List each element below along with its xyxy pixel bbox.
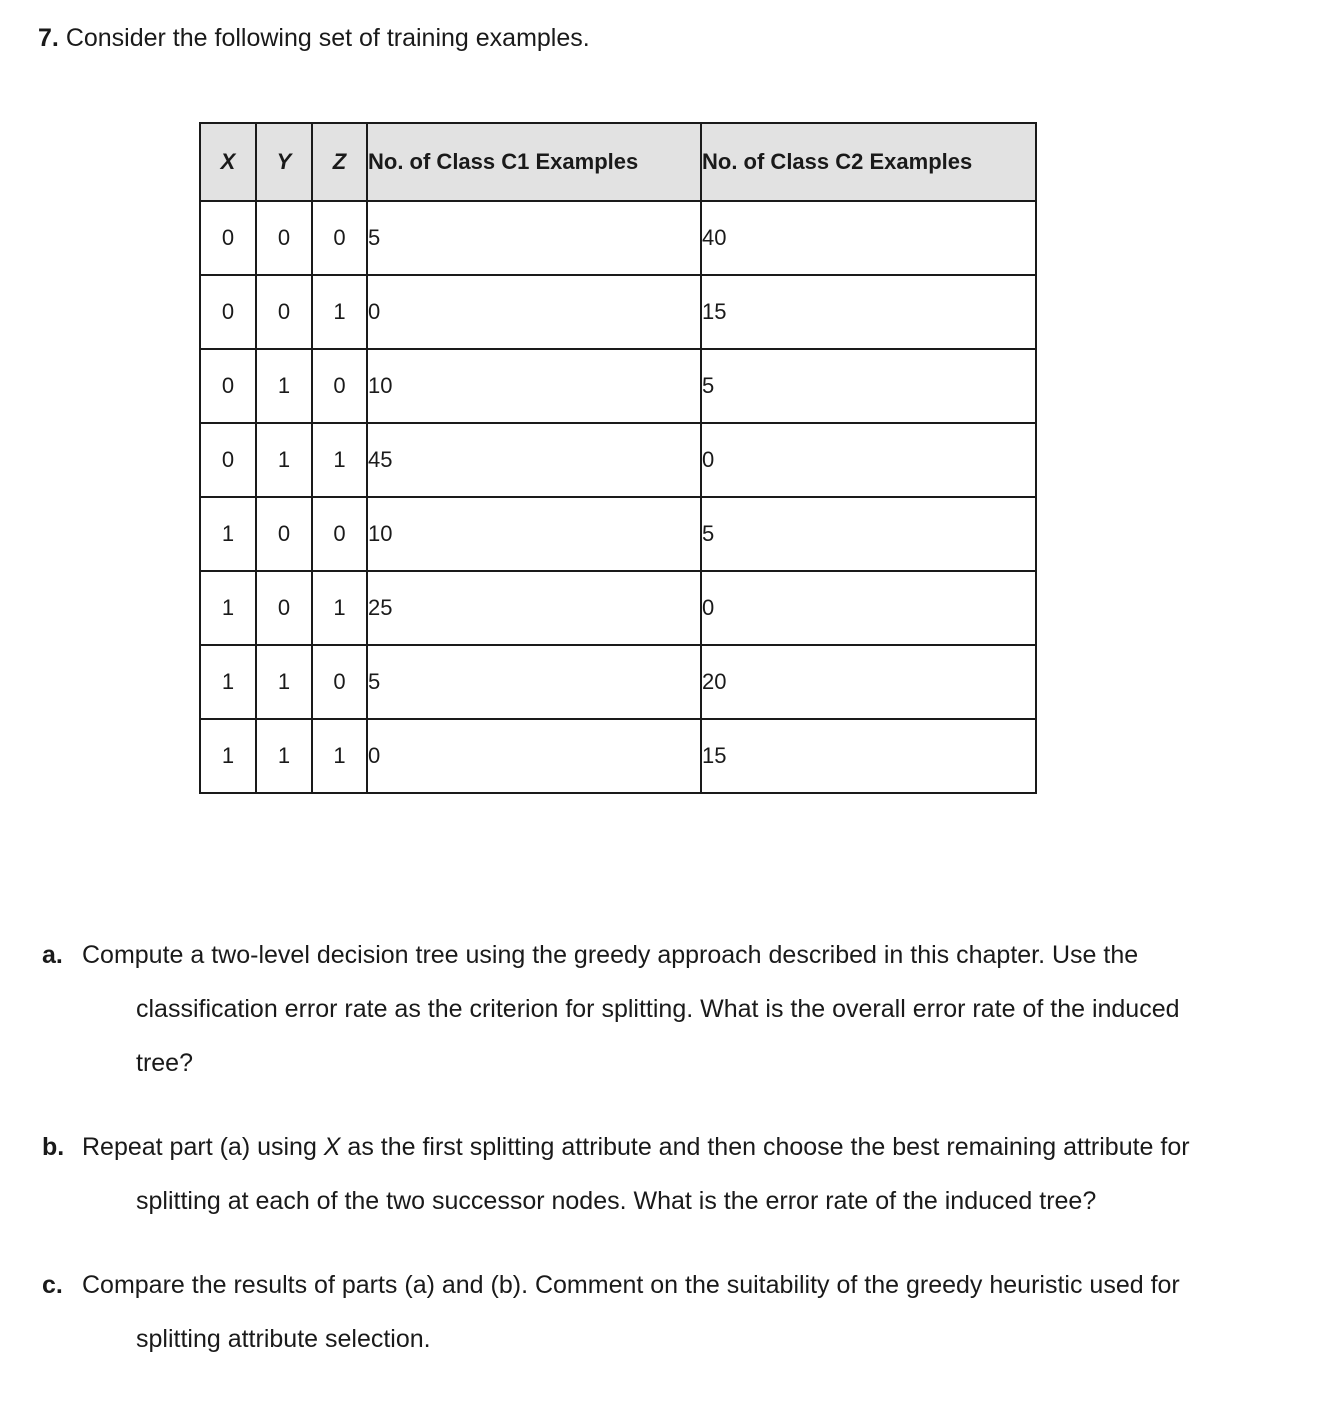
- part-c-label: c.: [42, 1271, 63, 1299]
- table-row: [200, 275, 1036, 349]
- cell-z: 1: [312, 719, 367, 793]
- table-row: [200, 645, 1036, 719]
- cell-x: 1: [200, 497, 256, 571]
- cell-c2: 0: [701, 423, 1036, 497]
- table-row: [200, 719, 1036, 793]
- cell-x: 1: [200, 719, 256, 793]
- table-row: [200, 349, 1036, 423]
- part-b-line2: splitting at each of the two successor nodes. What is the error rate of the induced tree?: [136, 1187, 1097, 1215]
- cell-x: 1: [200, 645, 256, 719]
- cell-y: 1: [256, 349, 312, 423]
- cell-c2: 40: [701, 201, 1036, 275]
- part-c: [42, 1258, 1312, 1366]
- cell-y: 0: [256, 275, 312, 349]
- cell-c1: 0: [367, 275, 701, 349]
- cell-y: 1: [256, 423, 312, 497]
- part-a: [42, 928, 1312, 1090]
- header-z: Z: [312, 123, 367, 201]
- part-a-line2: classification error rate as the criterion for splitting. What is the overall error rate of the induced: [136, 995, 1180, 1023]
- cell-y: 1: [256, 719, 312, 793]
- part-b-label: b.: [42, 1133, 65, 1161]
- training-examples-table: [199, 122, 1037, 794]
- part-b-line1-pre: Repeat part (a) using: [82, 1133, 324, 1161]
- cell-y: 0: [256, 201, 312, 275]
- header-c2-examples: No. of Class C2 Examples: [701, 123, 1036, 201]
- table-row: [200, 201, 1036, 275]
- part-b-line1-post: as the first splitting attribute and then choose the best remaining attribute for: [340, 1133, 1190, 1161]
- table-row: [200, 497, 1036, 571]
- cell-c1: 45: [367, 423, 701, 497]
- cell-y: 1: [256, 645, 312, 719]
- table-row: [200, 571, 1036, 645]
- cell-x: 0: [200, 275, 256, 349]
- question-title: [38, 22, 590, 54]
- question-text: Consider the following set of training examples.: [65, 24, 590, 52]
- cell-x: 0: [200, 349, 256, 423]
- cell-c1: 0: [367, 719, 701, 793]
- cell-z: 0: [312, 497, 367, 571]
- cell-c1: 5: [367, 645, 701, 719]
- header-y: Y: [256, 123, 312, 201]
- part-a-line3: tree?: [136, 1049, 193, 1077]
- cell-z: 1: [312, 275, 367, 349]
- cell-c2: 15: [701, 719, 1036, 793]
- cell-z: 1: [312, 423, 367, 497]
- part-a-line1: Compute a two-level decision tree using the greedy approach described in this chapter. Use the: [82, 941, 1139, 969]
- table-row: [200, 423, 1036, 497]
- cell-c1: 10: [367, 349, 701, 423]
- cell-y: 0: [256, 497, 312, 571]
- cell-z: 0: [312, 645, 367, 719]
- cell-z: 1: [312, 571, 367, 645]
- cell-c2: 15: [701, 275, 1036, 349]
- cell-x: 0: [200, 423, 256, 497]
- cell-c1: 25: [367, 571, 701, 645]
- part-c-line2: splitting attribute selection.: [136, 1325, 431, 1353]
- cell-c1: 5: [367, 201, 701, 275]
- cell-y: 0: [256, 571, 312, 645]
- cell-c1: 10: [367, 497, 701, 571]
- cell-z: 0: [312, 201, 367, 275]
- part-b: [42, 1120, 1312, 1228]
- header-x: X: [200, 123, 256, 201]
- part-a-label: a.: [42, 941, 63, 969]
- question-number: 7.: [38, 24, 59, 52]
- cell-c2: 5: [701, 497, 1036, 571]
- cell-c2: 20: [701, 645, 1036, 719]
- cell-c2: 0: [701, 571, 1036, 645]
- table-header-row: [200, 123, 1036, 201]
- part-b-variable: X: [323, 1133, 341, 1161]
- cell-x: 0: [200, 201, 256, 275]
- cell-c2: 5: [701, 349, 1036, 423]
- part-c-line1: Compare the results of parts (a) and (b). Comment on the suitability of the greedy heuristic used for: [82, 1271, 1180, 1299]
- cell-z: 0: [312, 349, 367, 423]
- header-c1-examples: No. of Class C1 Examples: [367, 123, 701, 201]
- cell-x: 1: [200, 571, 256, 645]
